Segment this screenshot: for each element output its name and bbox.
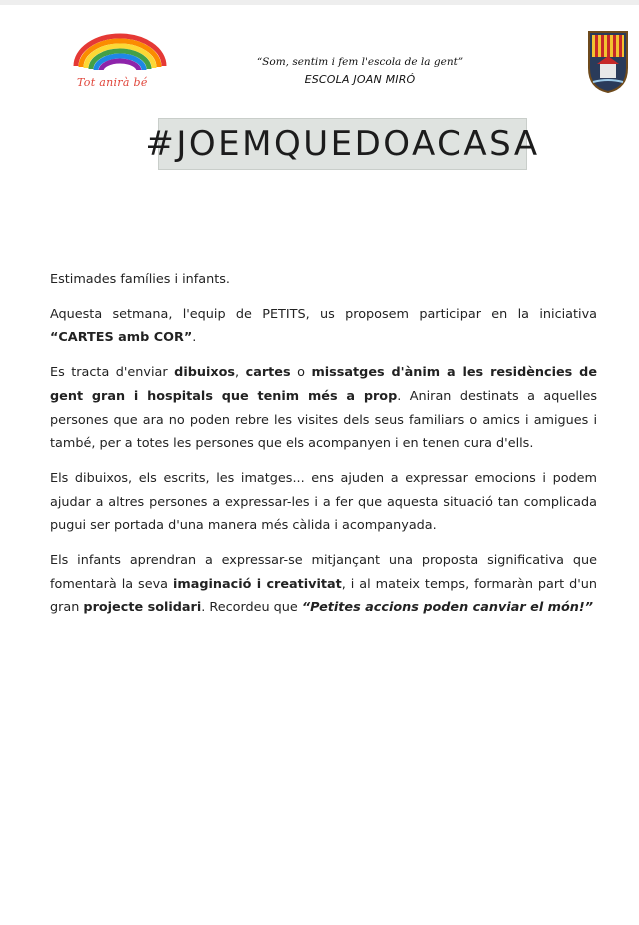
desc-text-a: Es tracta d'enviar xyxy=(50,365,175,381)
desc-text-e: o xyxy=(290,365,312,381)
slogan-text: Tot anirà bé xyxy=(77,76,148,89)
closing-text-e: . Recordeu que xyxy=(201,600,302,616)
school-crest-icon xyxy=(587,30,629,94)
intro-paragraph xyxy=(50,303,597,350)
hashtag-text: #JOEMQUEDOACASA xyxy=(145,124,540,164)
desc-text-c: , xyxy=(235,365,246,381)
description-paragraph xyxy=(50,361,597,456)
closing-text-c: , i al mateix temps, formaràn part d'un gran xyxy=(50,576,597,616)
school-name: ESCOLA JOAN MIRÓ xyxy=(304,73,416,86)
hashtag-banner xyxy=(145,118,540,170)
desc-bold-messages: missatges d'ànim a les residències de gent gran i hospitals que tenim més a prop xyxy=(50,365,598,404)
intro-text: Aquesta setmana, l'equip de PETITS, us proposem participar en la iniciativa xyxy=(50,306,597,322)
desc-bold-drawings: dibuixos xyxy=(174,365,236,381)
desc-bold-cards: cartes xyxy=(245,365,291,381)
document-page xyxy=(0,5,639,925)
desc-text-g: . Aniran destinats a aquelles persones que ara no poden rebre les visites dels seus familiars o amics i amigues i també, per a totes les persones que els acompanyen i en tenen cura d'ells. xyxy=(50,388,597,452)
school-motto: “Som, sentim i fem l'escola de la gent” xyxy=(256,56,464,68)
closing-paragraph xyxy=(50,549,597,620)
rainbow-icon xyxy=(70,30,170,70)
greeting-paragraph: Estimades famílies i infants. xyxy=(50,272,230,287)
closing-quote: “Petites accions poden canviar el món!” xyxy=(301,600,593,616)
intro-end: . xyxy=(192,330,197,346)
emotions-paragraph: Els dibuixos, els escrits, les imatges... ens ajuden a expressar emocions i podem ajudar a altres persones a expressar-les i a fer que aquesta situació tan complicada pugui ser portada d'una manera més càlida i acompanyada. xyxy=(50,470,597,534)
closing-text-a: Els infants aprendran a expressar-se mitjançant una proposta significativa que fomentarà la seva xyxy=(50,553,597,592)
closing-bold-project: projecte solidari xyxy=(83,600,202,616)
initiative-name: “CARTES amb COR” xyxy=(50,330,193,346)
letter-body xyxy=(50,268,597,631)
closing-bold-imagination: imaginació i creativitat xyxy=(172,576,342,592)
